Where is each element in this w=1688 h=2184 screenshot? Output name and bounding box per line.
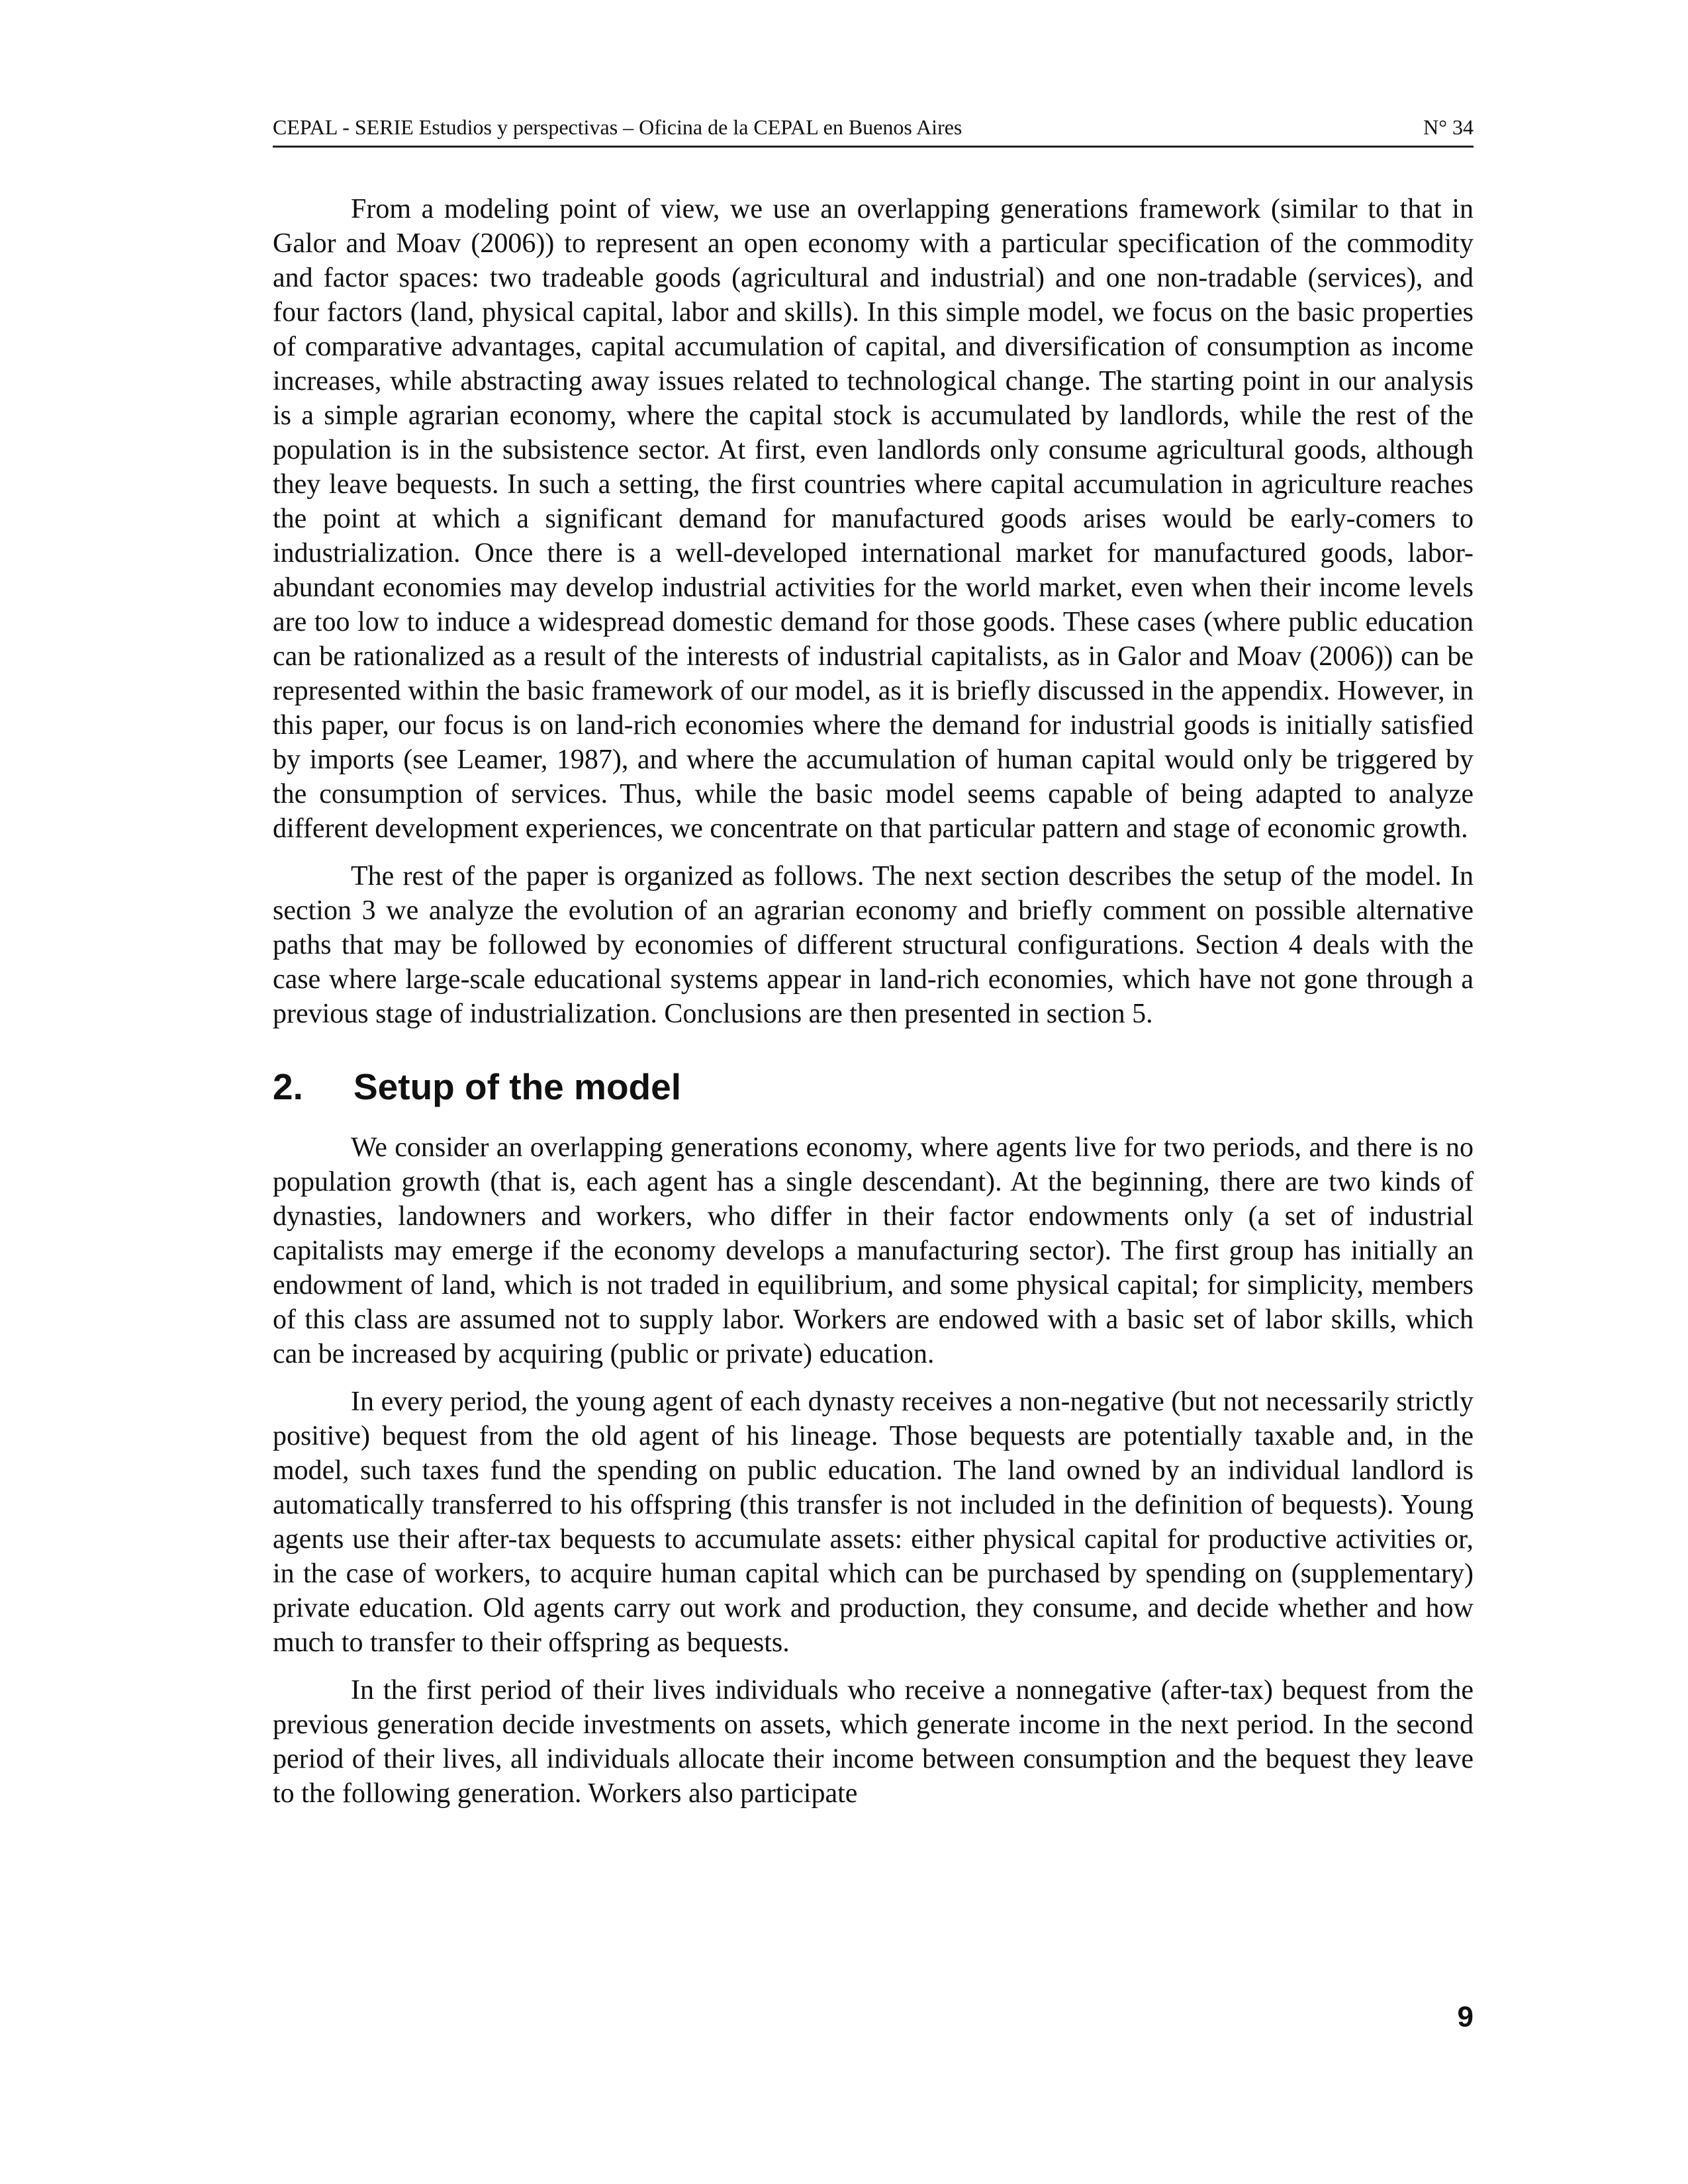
running-header	[273, 114, 1474, 148]
paragraph: In every period, the young agent of each dynasty receives a non-negative (but not necessarily strictly positive) bequest from the old agent of his lineage. Those bequests are potentially taxable and, in the model, such taxes fund the spending on public education. The land owned by an individual landlord is automatically transferred to his offspring (this transfer is not included in the definition of bequests). Young agents use their after-tax bequests to accumulate assets: either physical capital for productive activities or, in the case of workers, to acquire human capital which can be purchased by spending on (supplementary) private education. Old agents carry out work and production, they consume, and decide whether and how much to transfer to their offspring as bequests.	[273, 1387, 1474, 1658]
paragraph: The rest of the paper is organized as follows. The next section describes the setup of the model. In section 3 we analyze the evolution of an agrarian economy and briefly comment on possible alternative paths that may be followed by economies of different structural configurations. Section 4 deals with the case where large-scale educational systems appear in land-rich economies, which have not gone through a previous stage of industrialization. Conclusions are then presented in section 5.	[273, 861, 1474, 1029]
section-heading	[273, 1066, 1474, 1108]
series-title: CEPAL - SERIE Estudios y perspectivas – Oficina de la CEPAL en Buenos Aires	[273, 115, 962, 139]
body-text	[273, 192, 1474, 1824]
paragraph: In the first period of their lives individuals who receive a nonnegative (after-tax) bequest from the previous generation decide investments on assets, which generate income in the next period. In the second period of their lives, all individuals allocate their income between consumption and the bequest they leave to the following generation. Workers also participate	[273, 1675, 1474, 1809]
page-number: 9	[1457, 2001, 1474, 2033]
section-title: Setup of the model	[353, 1066, 681, 1107]
paragraph: We consider an overlapping generations economy, where agents live for two periods, and there is no population growth (that is, each agent has a single descendant). At the beginning, there are two kinds of dynasties, landowners and workers, who differ in their factor endowments only (a set of industrial capitalists may emerge if the economy develops a manufacturing sector). The first group has initially an endowment of land, which is not traded in equilibrium, and some physical capital; for simplicity, members of this class are assumed not to supply labor. Workers are endowed with a basic set of labor skills, which can be increased by acquiring (public or private) education.	[273, 1132, 1474, 1369]
series-number: N° 34	[1423, 115, 1474, 139]
paragraph: From a modeling point of view, we use an overlapping generations framework (similar to that in Galor and Moav (2006)) to represent an open economy with a particular specification of the commodity and factor spaces: two tradeable goods (agricultural and industrial) and one non-tradable (services), and four factors (land, physical capital, labor and skills). In this simple model, we focus on the basic properties of comparative advantages, capital accumulation of capital, and diversification of consumption as income increases, while abstracting away issues related to technological change. The starting point in our analysis is a simple agrarian economy, where the capital stock is accumulated by landlords, while the rest of the population is in the subsistence sector. At first, even landlords only consume agricultural goods, although they leave bequests. In such a setting, the first countries where capital accumulation in agriculture reaches the point at which a significant demand for manufactured goods arises would be early-comers to industrialization. Once there is a well-developed international market for manufactured goods, labor-abundant economies may develop industrial activities for the world market, even when their income levels are too low to induce a widespread domestic demand for those goods. These cases (where public education can be rationalized as a result of the interests of industrial capitalists, as in Galor and Moav (2006)) can be represented within the basic framework of our model, as it is briefly discussed in the appendix. However, in this paper, our focus is on land-rich economies where the demand for industrial goods is initially satisfied by imports (see Leamer, 1987), and where the accumulation of human capital would only be triggered by the consumption of services. Thus, while the basic model seems capable of being adapted to analyze different development experiences, we concentrate on that particular pattern and stage of economic growth.	[273, 194, 1474, 844]
section-number: 2.	[273, 1066, 303, 1107]
